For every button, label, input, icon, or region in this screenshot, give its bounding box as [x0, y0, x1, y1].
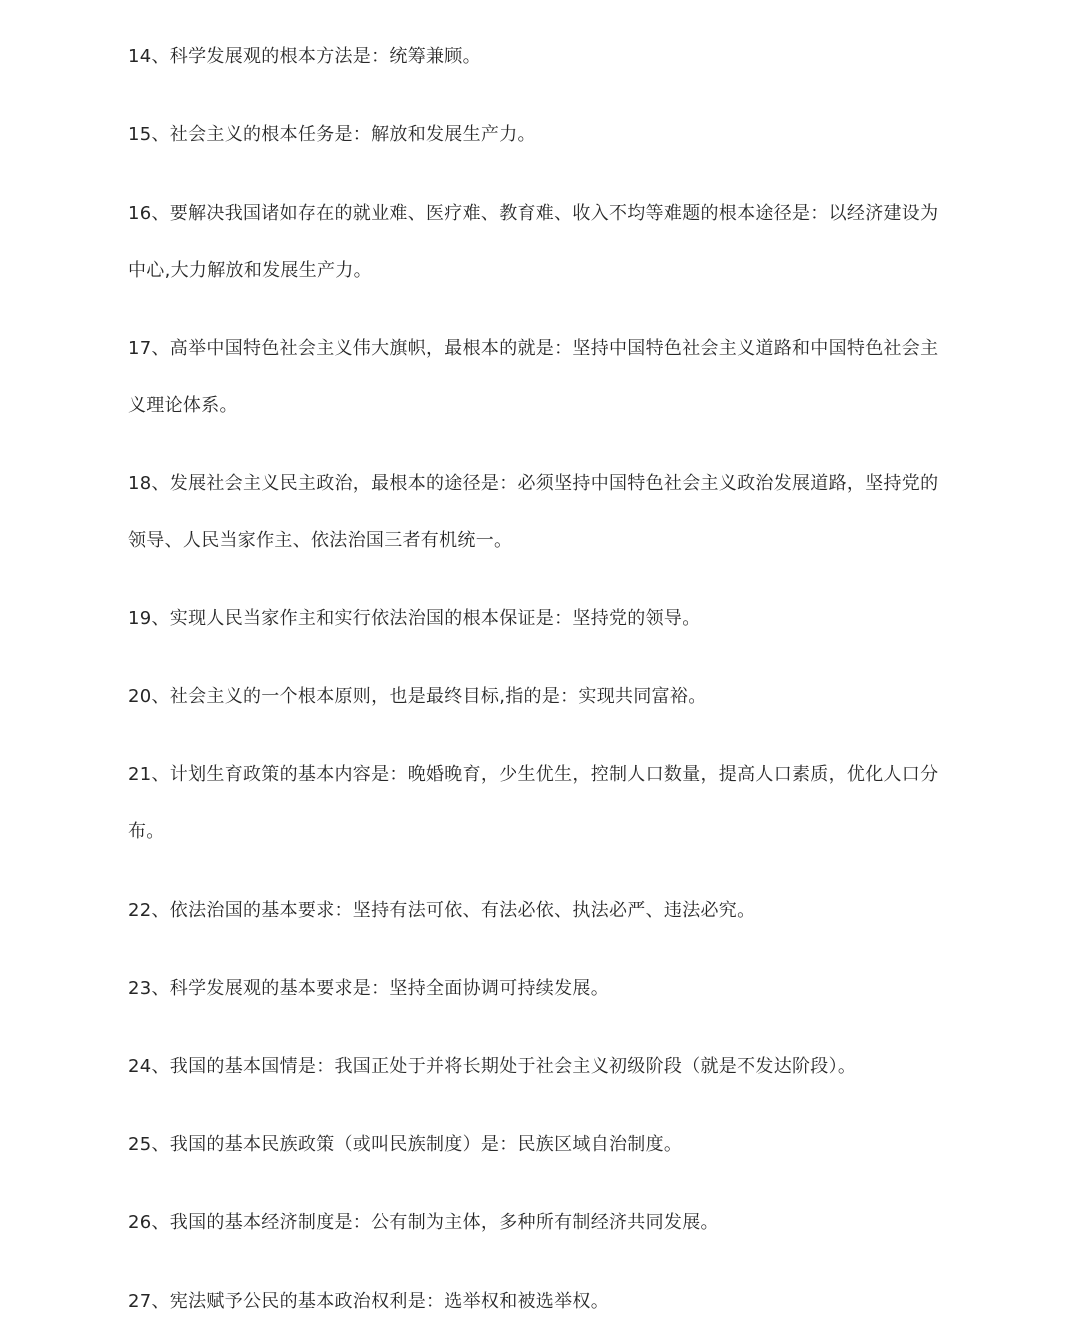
- item-14-line-1: 14、科学发展观的根本方法是：统筹兼顾。: [128, 46, 481, 67]
- item-20-line-1: 20、社会主义的一个根本原则，也是最终目标,指的是：实现共同富裕。: [128, 686, 707, 707]
- item-18-line-2: 领导、人民当家作主、依法治国三者有机统一。: [128, 530, 513, 551]
- item-26-line-1: 26、我国的基本经济制度是：公有制为主体，多种所有制经济共同发展。: [128, 1212, 719, 1233]
- item-27-line-1: 27、宪法赋予公民的基本政治权利是：选举权和被选举权。: [128, 1291, 610, 1312]
- item-23-line-1: 23、科学发展观的基本要求是：坚持全面协调可持续发展。: [128, 978, 610, 999]
- item-16-line-1: 16、要解决我国诸如存在的就业难、医疗难、教育难、收入不均等难题的根本途径是：以经济建设为: [128, 203, 939, 224]
- item-17-line-2: 义理论体系。: [128, 395, 238, 416]
- item-17-line-1: 17、高举中国特色社会主义伟大旗帜，最根本的就是：坚持中国特色社会主义道路和中国特色社会主: [128, 338, 939, 359]
- item-21-line-2: 布。: [128, 821, 165, 842]
- item-16-line-2: 中心,大力解放和发展生产力。: [128, 260, 372, 281]
- item-24-line-1: 24、我国的基本国情是：我国正处于并将长期处于社会主义初级阶段（就是不发达阶段）。: [128, 1056, 857, 1077]
- item-25-line-1: 25、我国的基本民族政策（或叫民族制度）是：民族区域自治制度。: [128, 1134, 683, 1155]
- item-22-line-1: 22、依法治国的基本要求：坚持有法可依、有法必依、执法必严、违法必究。: [128, 900, 756, 921]
- item-18-line-1: 18、发展社会主义民主政治，最根本的途径是：必须坚持中国特色社会主义政治发展道路，坚持党的: [128, 473, 939, 494]
- item-15-line-1: 15、社会主义的根本任务是：解放和发展生产力。: [128, 124, 536, 145]
- item-19-line-1: 19、实现人民当家作主和实行依法治国的根本保证是：坚持党的领导。: [128, 608, 701, 629]
- item-21-line-1: 21、计划生育政策的基本内容是：晚婚晚育，少生优生，控制人口数量，提高人口素质，优化人口分: [128, 764, 939, 785]
